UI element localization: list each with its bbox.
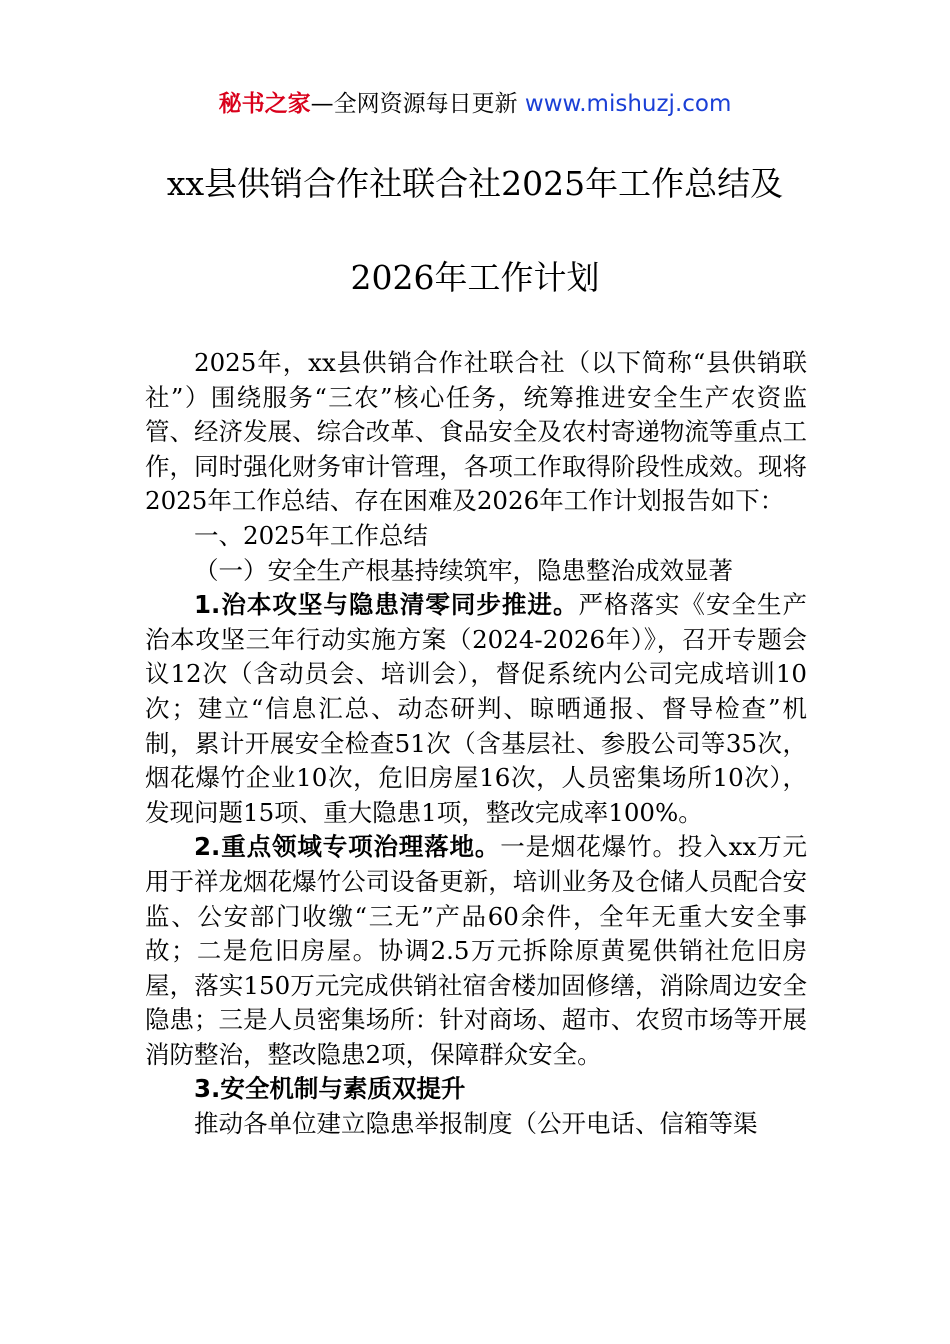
item-text-3: 推动各单位建立隐患举报制度（公开电话、信箱等渠 [194,1109,758,1139]
site-url-link[interactable]: www.mishuzj.com [524,91,732,117]
intro-paragraph: 2025年，xx县供销合作社联合社（以下简称“县供销联社”）围绕服务“三农”核心任务，统筹推进安全生产农资监管、经济发展、综合改革、食品安全及农村寄递物流等重点工作，同时强化财务审计管理，各项工作取得阶段性成效。现将2025年工作总结、存在困难及2026年工作计划报告如下： [145,348,807,516]
document-title-line-2: 2026年工作计划 [350,258,600,297]
item-paragraph-2 [145,830,807,1072]
document-title-line-1: xx县供销合作社联合社2025年工作总结及 [166,164,784,203]
subsection-heading: （一）安全生产根基持续筑牢，隐患整治成效显著 [194,555,733,585]
item-paragraph-1 [145,588,807,830]
site-brand: 秘书之家 [218,91,311,117]
item-title-1: 1.治本攻坚与隐患清零同步推进。 [194,590,579,620]
item-title-3: 3.安全机制与素质双提升 [194,1074,466,1104]
site-header [0,86,950,122]
document-body [145,346,807,1142]
site-tagline: —全网资源每日更新 [310,91,525,117]
item-title-2: 2.重点领域专项治理落地。 [194,832,501,862]
section-heading: 一、2025年工作总结 [194,520,428,550]
item-text-2: 一是烟花爆竹。投入xx万元用于祥龙烟花爆竹公司设备更新，培训业务及仓储人员配合安监、公安部门收缴“三无”产品60余件，全年无重大安全事故；二是危旧房屋。协调2.5万元拆除原黄冕供销社危旧房屋，落实150万元完成供销社宿舍楼加固修缮，消除周边安全隐患；三是人员密集场所：针对商场、超市、农贸市场等开展消防整治，整改隐患2项，保障群众安全。 [145,832,807,1069]
item-text-1: 严格落实《安全生产治本攻坚三年行动实施方案（2024-2026年）》，召开专题会议12次（含动员会、培训会），督促系统内公司完成培训10次；建立“信息汇总、动态研判、晾晒通报、督导检查”机制，累计开展安全检查51次（含基层社、参股公司等35次，烟花爆竹企业10次，危旧房屋16次，人员密集场所10次），发现问题15项、重大隐患1项，整改完成率100%。 [145,590,808,827]
